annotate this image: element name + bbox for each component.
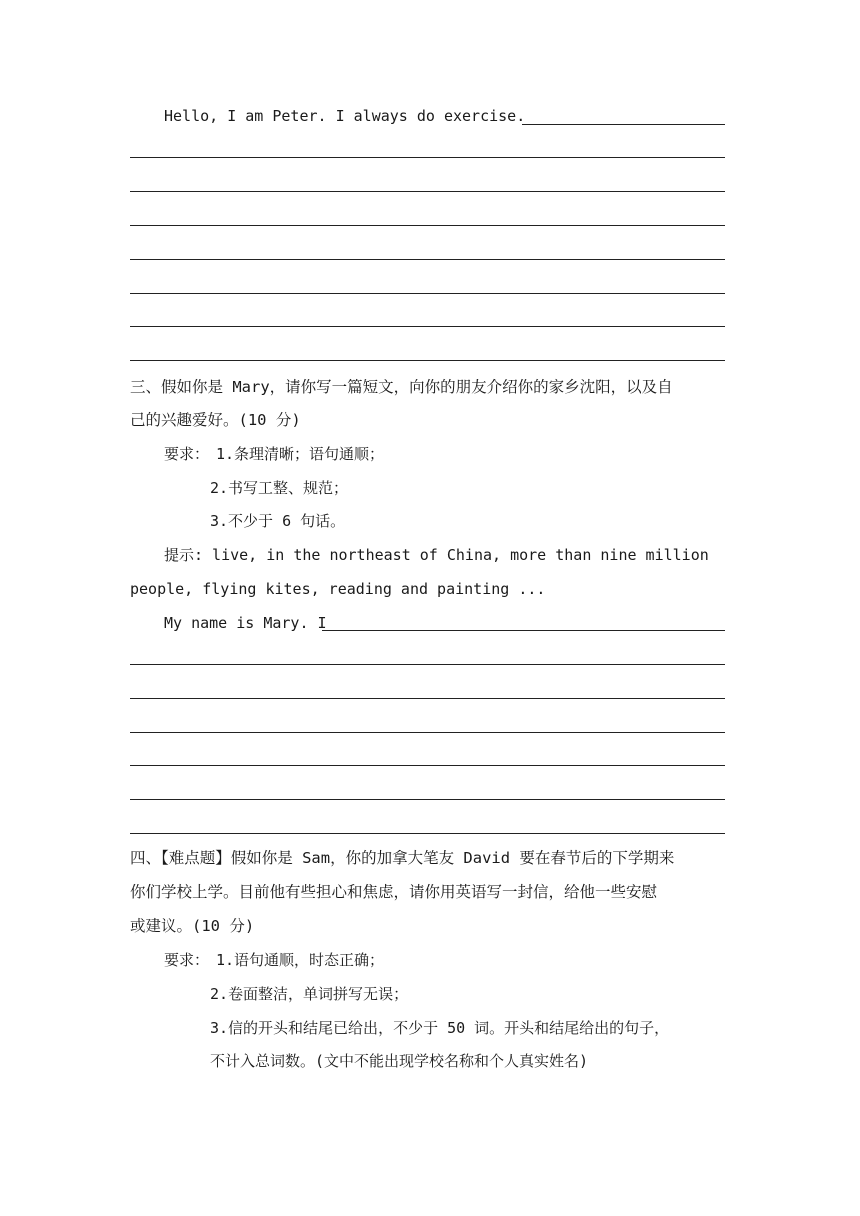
section3-answer-line[interactable] <box>130 698 725 699</box>
section3-hint-line2: people, flying kites, reading and painting ... <box>130 580 546 598</box>
peter-opening-text: Hello, I am Peter. I always do exercise. <box>164 107 526 125</box>
section3-prompt-line2: 己的兴趣爱好。(10 分) <box>130 411 301 429</box>
section4-prompt-line3: 或建议。(10 分) <box>130 917 255 935</box>
section3-answer-line[interactable] <box>130 732 725 733</box>
section4-requirement-3-continued: 不计入总词数。(文中不能出现学校名称和个人真实姓名) <box>210 1052 589 1070</box>
section3-requirements-label: 要求： <box>164 445 210 463</box>
section3-answer-line[interactable] <box>130 833 725 834</box>
section3-prompt-line1: 三、假如你是 Mary，请你写一篇短文，向你的朋友介绍你的家乡沈阳，以及自 <box>130 378 673 396</box>
section3-answer-line[interactable] <box>130 765 725 766</box>
section3-hint-line1: 提示: live, in the northeast of China, more than nine million <box>164 546 709 564</box>
section3-answer-line[interactable] <box>130 799 725 800</box>
section4-requirement-3: 3.信的开头和结尾已给出，不少于 50 词。开头和结尾给出的句子， <box>210 1019 670 1037</box>
section4-requirements-label: 要求： <box>164 951 210 969</box>
peter-answer-line[interactable] <box>130 191 725 192</box>
section3-requirement-1: 1.条理清晰；语句通顺； <box>216 445 385 463</box>
section4-prompt-line1: 四、【难点题】假如你是 Sam，你的加拿大笔友 David 要在春节后的下学期来 <box>130 849 675 867</box>
peter-answer-line[interactable] <box>130 293 725 294</box>
peter-answer-line[interactable] <box>130 326 725 327</box>
peter-answer-line[interactable] <box>130 259 725 260</box>
peter-answer-line[interactable] <box>130 157 725 158</box>
section3-answer-line[interactable] <box>130 664 725 665</box>
section3-opening-text: My name is Mary. I <box>164 614 327 632</box>
section3-requirement-2: 2.书写工整、规范； <box>210 479 349 497</box>
peter-answer-line[interactable] <box>130 360 725 361</box>
peter-answer-line[interactable] <box>130 225 725 226</box>
section4-requirement-2: 2.卷面整洁，单词拼写无误； <box>210 985 409 1003</box>
section3-requirement-3: 3.不少于 6 句话。 <box>210 512 346 530</box>
section4-prompt-line2: 你们学校上学。目前他有些担心和焦虑，请你用英语写一封信，给他一些安慰 <box>130 883 658 901</box>
section3-answer-line[interactable] <box>322 630 725 631</box>
peter-answer-line[interactable] <box>522 124 725 125</box>
section4-requirement-1: 1.语句通顺，时态正确； <box>216 951 385 969</box>
